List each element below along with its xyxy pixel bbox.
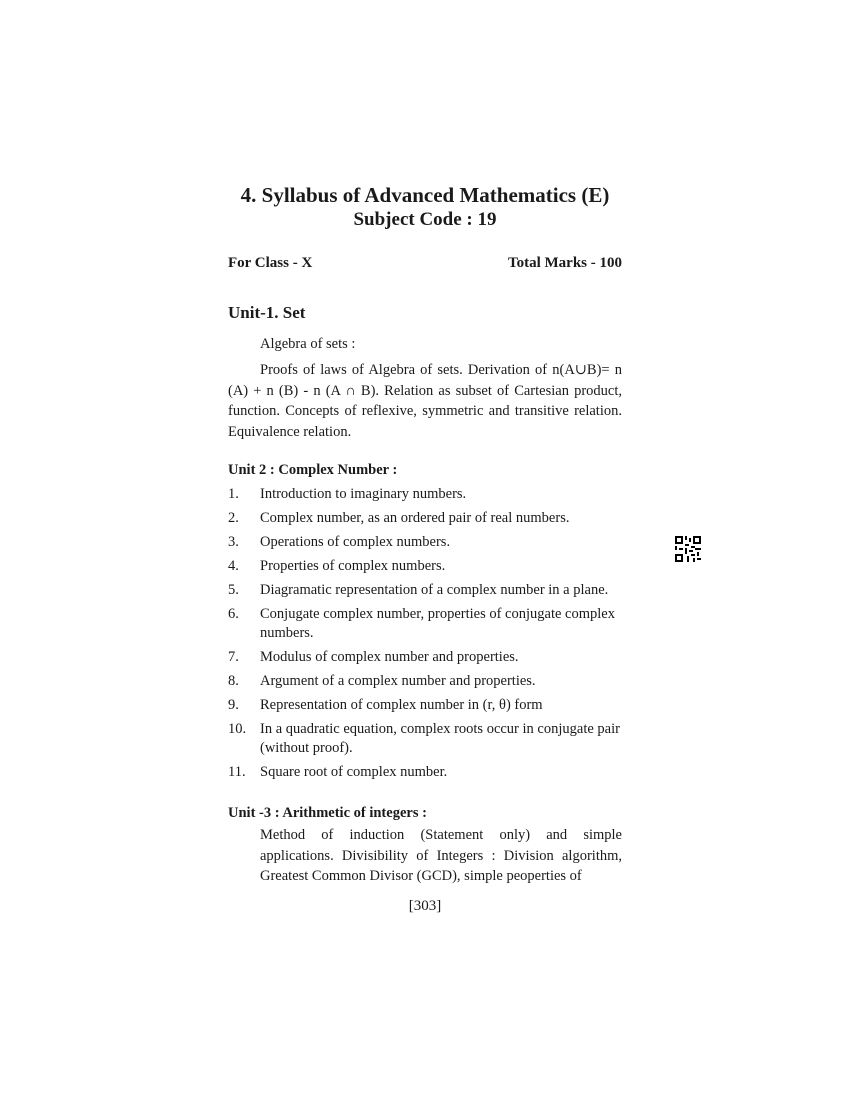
total-marks: Total Marks - 100 xyxy=(507,255,622,271)
unit3-paragraph: Method of induction (Statement only) and simple applications. Divisibility of Integers : Division algorithm, Greatest Common Divisor (GCD), simple peoperties of xyxy=(260,827,622,884)
item-number: 10. xyxy=(228,721,247,737)
unit1-heading: Unit-1. Set xyxy=(228,303,306,322)
list-item xyxy=(228,485,622,504)
unit1-paragraph: Proofs of laws of Algebra of sets. Derivation of n(A∪B)= n (A) + n (B) - n (A ∩ B). Relation as subset of Cartesian product, function. Concepts of reflexive, symmetric and transitive relation. Equivalence relation. xyxy=(228,362,622,440)
item-number: 7. xyxy=(228,649,239,665)
item-text: Operations of complex numbers. xyxy=(260,534,451,550)
item-text: In a quadratic equation, complex roots occur in conjugate pair (without proof). xyxy=(260,721,620,756)
subject-code: Subject Code : 19 xyxy=(353,209,497,230)
class-label: For Class - X xyxy=(228,255,313,271)
list-item xyxy=(228,605,622,643)
item-text: Conjugate complex number, properties of conjugate complex numbers. xyxy=(260,606,615,641)
page-title: 4. Syllabus of Advanced Mathematics (E) xyxy=(240,183,610,207)
item-number: 1. xyxy=(228,486,239,502)
item-number: 4. xyxy=(228,558,239,574)
qr-code-icon xyxy=(675,536,701,562)
item-text: Representation of complex number in (r, θ) form xyxy=(260,697,543,713)
list-item xyxy=(228,720,622,758)
list-item xyxy=(228,557,622,576)
list-item xyxy=(228,509,622,528)
unit2-heading: Unit 2 : Complex Number : xyxy=(228,462,398,478)
list-item xyxy=(228,533,622,552)
item-text: Modulus of complex number and properties. xyxy=(260,649,519,665)
item-text: Complex number, as an ordered pair of real numbers. xyxy=(260,510,570,526)
item-number: 9. xyxy=(228,697,239,713)
item-text: Square root of complex number. xyxy=(260,764,448,780)
list-item xyxy=(228,581,622,600)
item-text: Diagramatic representation of a complex number in a plane. xyxy=(260,582,609,598)
list-item xyxy=(228,763,622,782)
item-number: 8. xyxy=(228,673,239,689)
item-number: 11. xyxy=(228,764,246,780)
page-number: [303] xyxy=(408,898,442,914)
item-text: Properties of complex numbers. xyxy=(260,558,446,574)
item-text: Introduction to imaginary numbers. xyxy=(260,486,467,502)
item-number: 5. xyxy=(228,582,239,598)
item-number: 6. xyxy=(228,606,239,622)
unit2-list xyxy=(228,485,622,787)
list-item xyxy=(228,672,622,691)
item-text: Argument of a complex number and properties. xyxy=(260,673,536,689)
list-item xyxy=(228,648,622,667)
unit1-subheading: Algebra of sets : xyxy=(260,336,356,352)
list-item xyxy=(228,696,622,715)
item-number: 2. xyxy=(228,510,239,526)
class-marks-row xyxy=(228,255,622,272)
item-number: 3. xyxy=(228,534,239,550)
unit3-heading: Unit -3 : Arithmetic of integers : xyxy=(228,805,427,821)
